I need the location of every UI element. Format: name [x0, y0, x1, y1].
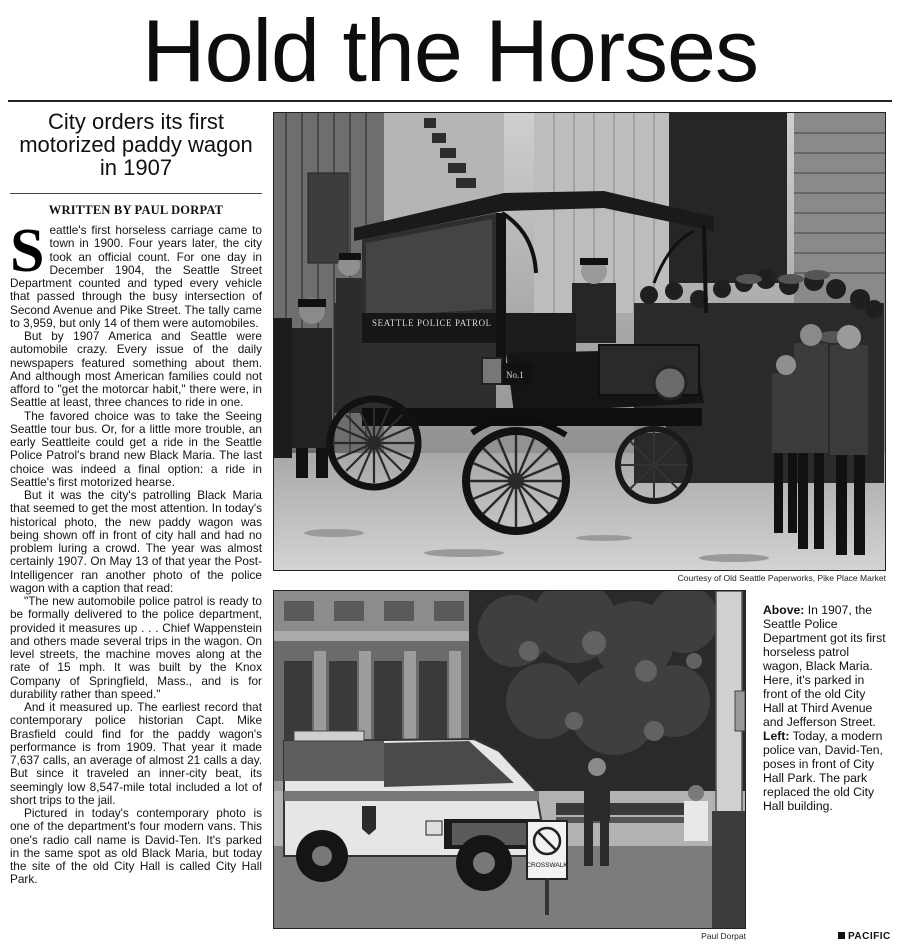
drop-cap: S	[10, 224, 45, 285]
subhead-rule	[10, 193, 262, 194]
headline-rule	[8, 100, 892, 102]
section-name: PACIFIC	[848, 931, 891, 942]
article-paragraph-3: The favored choice was to take the Seeing Seattle tour bus. Or, for a little more trouble, an early Seattleite could get a ride in the Seattle Police Patrol's brand new Black Maria. The last choice was indeed a final option: a ride in Seattle's first motorized hearse.	[10, 408, 262, 489]
historical-photo-illustration	[274, 113, 886, 571]
top-photo-credit: Courtesy of Old Seattle Paperworks, Pike Place Market	[677, 573, 886, 583]
crosswalk-sign-text: CROSSWALK	[526, 862, 568, 869]
contemporary-photo	[273, 590, 746, 929]
photo-caption	[763, 603, 889, 813]
byline: WRITTEN BY PAUL DORPAT	[48, 203, 224, 217]
wagon-number-text: No.1	[506, 370, 524, 380]
article-paragraph-2: But by 1907 America and Seattle were automobile crazy. Every issue of the daily newspapers featured something about them. And although most American families could not afford to "get the motorcar habit," there were, in Seattle at least, three chances to ride in one.	[10, 329, 262, 410]
article-paragraph-6: And it measured up. The earliest record that contemporary police historian Capt. Mike Brasfield could find for the paddy wagon's performance is from 1909. That year it made 7,637 calls, an average of almost 21 calls a day. But since it traveled an inner-city beat, its seemingly low 8,547-mile total included a lot of short trips to the jail.	[10, 700, 262, 807]
article-paragraph-1	[10, 224, 262, 330]
article-paragraph-5: "The new automobile police patrol is ready to be formally delivered to the police department, provided it measures up . . . Chief Wappenstein and others made several trips in the wagon. On level streets, the machine moves along at the rate of 15 mph. It was built by the Knox Company of Springfield, Mass., and is for durability rather than speed."	[10, 594, 262, 701]
article-paragraph-7: Pictured in today's contemporary photo is one of the department's four modern vans. This one's radio call name is David-Ten. It's parked in the same spot as old Black Maria, but today the site of the old City Hall is called City Hall Park.	[10, 806, 262, 887]
section-tag	[838, 931, 898, 942]
wagon-sign-text: SEATTLE POLICE PATROL	[372, 318, 492, 328]
caption-above-text: In 1907, the Seattle Police Department got its first horseless patrol wagon, Black Maria. Here, it's parked in front of the old City Hall at Third Avenue and Jefferson Street.	[763, 603, 886, 729]
bottom-photo-credit: Paul Dorpat	[701, 931, 746, 941]
headline: Hold the Horses	[142, 1, 758, 100]
section-square-icon	[838, 932, 845, 939]
contemporary-photo-illustration	[274, 591, 746, 929]
historical-photo	[273, 112, 886, 571]
subheadline: City orders its first motorized paddy wagon in 1907	[19, 109, 253, 180]
caption-left-label: Left:	[763, 729, 790, 743]
article-body	[10, 224, 262, 940]
caption-left-text: Today, a modern police van, David-Ten, poses in front of City Hall Park. The park replaced the old City Hall building.	[763, 729, 883, 813]
article-paragraph-4: But it was the city's patrolling Black Maria that seemed to get the most attention. In today's historical photo, the new paddy wagon was being shown off in front of city hall and had no problem luring a crowd. The year was almost certainly 1907. On May 13 of that year the Post-Intelligencer ran another photo of the police wagon with a caption that read:	[10, 488, 262, 595]
paragraph-1-text: eattle's first horseless carriage came to town in 1900. Four years later, the city took an official count. For one day in December 1904, the Seattle Street Department counted and typed every vehicle that passed through the busy intersection of Second Avenue and Pike Street. The tally came to 3,959, but only 14 of them were automobiles.	[10, 224, 262, 330]
caption-above-label: Above:	[763, 603, 805, 617]
